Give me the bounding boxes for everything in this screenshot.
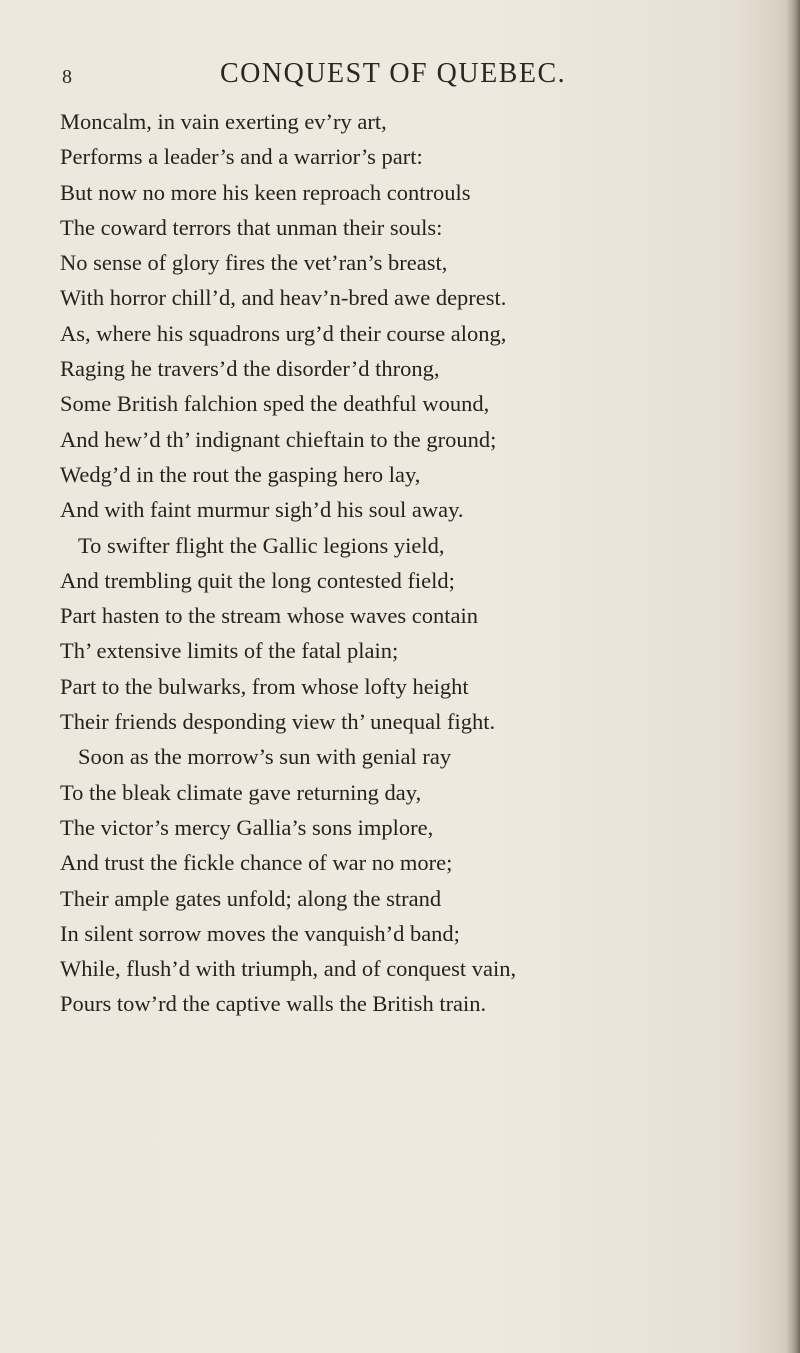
running-head: CONQUEST OF QUEBEC. — [220, 58, 567, 89]
poem-line: Some British falchion sped the deathful wound, — [60, 391, 490, 417]
poem-line: But now no more his keen reproach controuls — [60, 179, 471, 205]
poem-line: The coward terrors that unman their souls: — [60, 214, 443, 240]
poem-line: With horror chill’d, and heav’n-bred awe deprest. — [60, 285, 507, 311]
poem-line: And trembling quit the long contested field; — [60, 567, 455, 593]
page-edge-shadow — [786, 0, 800, 1353]
poem-line-indented: Soon as the morrow’s sun with genial ray — [78, 744, 452, 770]
poem-line: Wedg’d in the rout the gasping hero lay, — [60, 461, 421, 487]
poem-line: While, flush’d with triumph, and of conquest vain, — [60, 956, 517, 982]
poem-line: Th’ extensive limits of the fatal plain; — [60, 638, 399, 664]
poem-line: And hew’d th’ indignant chieftain to the ground; — [60, 426, 497, 452]
poem-line: And with faint murmur sigh’d his soul away. — [60, 497, 464, 523]
poem-line-indented: To swifter flight the Gallic legions yield, — [78, 532, 445, 558]
page-header — [0, 58, 800, 98]
poem-body — [60, 104, 760, 1022]
poem-line: In silent sorrow moves the vanquish’d band; — [60, 920, 460, 946]
poem-line: Their ample gates unfold; along the strand — [60, 885, 442, 911]
poem-line: No sense of glory fires the vet’ran’s breast, — [60, 250, 448, 276]
poem-line: Moncalm, in vain exerting ev’ry art, — [60, 109, 387, 134]
poem-line: Raging he travers’d the disorder’d throng, — [60, 356, 440, 382]
poem-line: To the bleak climate gave returning day, — [60, 779, 422, 805]
poem-line: Pours tow’rd the captive walls the British train. — [60, 991, 487, 1017]
poem-line: As, where his squadrons urg’d their course along, — [60, 320, 507, 346]
poem-line: Their friends desponding view th’ unequal fight. — [60, 709, 496, 735]
poem-line: Part to the bulwarks, from whose lofty height — [60, 673, 469, 699]
poem-line: The victor’s mercy Gallia’s sons implore, — [60, 814, 434, 840]
poem-line: Performs a leader’s and a warrior’s part: — [60, 144, 423, 170]
poem-line: And trust the fickle chance of war no more; — [60, 850, 453, 876]
page-number: 8 — [62, 66, 73, 88]
poem-line: Part hasten to the stream whose waves contain — [60, 603, 479, 629]
